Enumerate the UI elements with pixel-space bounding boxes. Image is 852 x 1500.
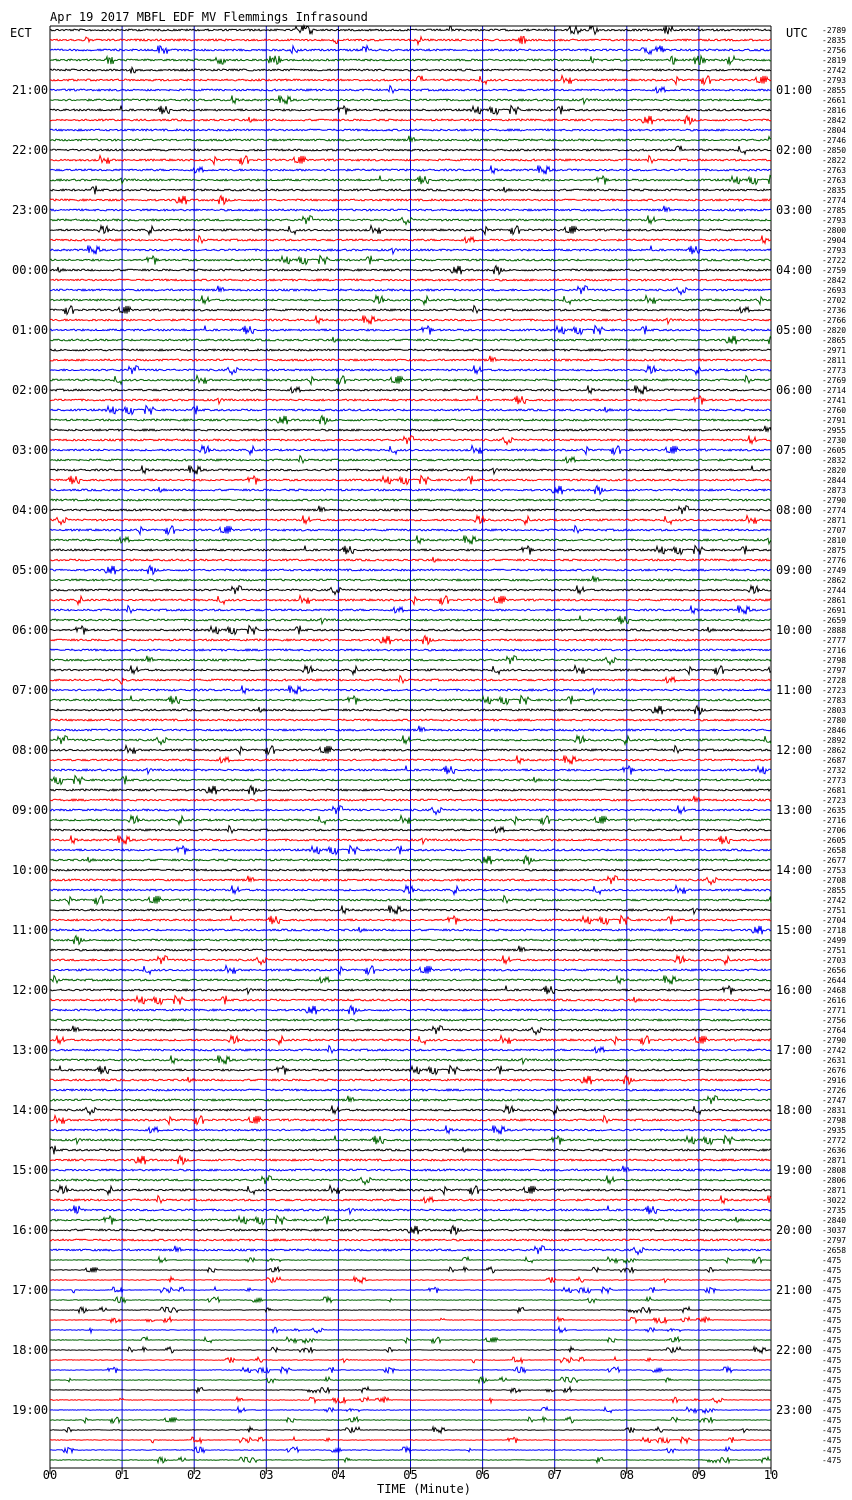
x-tick-label: 10 (763, 1468, 779, 1482)
x-tick-label: 03 (259, 1468, 274, 1482)
trace-count-label: -2892 (822, 736, 847, 745)
trace-count-label: -2730 (822, 436, 847, 445)
trace-count-label: -2773 (822, 776, 847, 785)
trace-count-label: -475 (822, 1336, 842, 1345)
left-hour-label: 06:00 (12, 623, 49, 637)
left-hour-label: 08:00 (12, 743, 49, 757)
trace-count-label: -2676 (822, 1066, 847, 1075)
trace-count-label: -2726 (822, 1086, 847, 1095)
x-tick-label: 07 (547, 1468, 562, 1482)
right-hour-label: 16:00 (776, 983, 813, 997)
trace-count-label: -2723 (822, 686, 847, 695)
trace-count-label: -2702 (822, 296, 847, 305)
trace-count-label: -2842 (822, 116, 847, 125)
x-tick-label: 09 (691, 1468, 707, 1482)
trace-count-label: -2840 (822, 1216, 847, 1225)
right-hour-label: 15:00 (776, 923, 813, 937)
trace-count-label: -475 (822, 1376, 842, 1385)
trace-count-label: -2749 (822, 566, 847, 575)
trace-count-label: -2742 (822, 1046, 847, 1055)
trace-count-label: -2797 (822, 1236, 847, 1245)
trace-count-label: -2764 (822, 1026, 847, 1035)
right-hour-label: 23:00 (776, 1403, 813, 1417)
plot-grid (50, 26, 771, 1468)
trace-count-label: -3037 (822, 1226, 847, 1235)
trace-count-label: -2759 (822, 266, 847, 275)
trace-count-label: -2693 (822, 286, 847, 295)
x-tick-label: 05 (403, 1468, 418, 1482)
left-hour-label: 03:00 (12, 443, 49, 457)
right-hour-label: 12:00 (776, 743, 813, 757)
right-hour-label: 08:00 (776, 503, 813, 517)
right-hour-label: 01:00 (776, 83, 813, 97)
x-tick-label: 04 (331, 1468, 346, 1482)
left-hour-label: 09:00 (12, 803, 49, 817)
trace-count-label: -2703 (822, 956, 847, 965)
trace-count-label: -2659 (822, 616, 847, 625)
trace-count-label: -2865 (822, 336, 847, 345)
trace-count-label: -475 (822, 1326, 842, 1335)
right-hour-label: 21:00 (776, 1283, 813, 1297)
right-hour-label: 06:00 (776, 383, 813, 397)
trace-count-label: -2844 (822, 476, 847, 485)
trace-count-label: -2677 (822, 856, 847, 865)
trace-count-label: -2846 (822, 726, 847, 735)
trace-count-label: -2746 (822, 136, 847, 145)
trace-count-label: -2766 (822, 316, 847, 325)
trace-count-label: -2704 (822, 916, 847, 925)
trace-count-label: -2800 (822, 226, 847, 235)
left-hour-label: 00:00 (12, 263, 49, 277)
trace-count-label: -2747 (822, 1096, 847, 1105)
trace-count-label: -475 (822, 1266, 842, 1275)
left-hour-label: 11:00 (12, 923, 49, 937)
trace-count-label: -2691 (822, 606, 847, 615)
left-hour-label: 07:00 (12, 683, 49, 697)
trace-count-label: -2820 (822, 326, 847, 335)
trace-count-label: -2785 (822, 206, 847, 215)
trace-count-label: -2916 (822, 1076, 847, 1085)
trace-count-label: -2605 (822, 446, 847, 455)
trace-count-label: -2790 (822, 1036, 847, 1045)
trace-count-label: -2871 (822, 1156, 847, 1165)
trace-count-label: -2681 (822, 786, 847, 795)
right-hour-label: 09:00 (776, 563, 813, 577)
trace-count-label: -475 (822, 1306, 842, 1315)
trace-count-label: -2855 (822, 886, 847, 895)
trace-count-label: -2751 (822, 946, 847, 955)
trace-count-label: -2716 (822, 816, 847, 825)
trace-count-label: -2806 (822, 1176, 847, 1185)
left-hour-label: 13:00 (12, 1043, 49, 1057)
right-hour-label: 10:00 (776, 623, 813, 637)
trace-count-label: -475 (822, 1406, 842, 1415)
left-hour-label: 16:00 (12, 1223, 49, 1237)
right-hour-label: 14:00 (776, 863, 813, 877)
right-timezone-label: UTC (786, 26, 808, 40)
trace-count-label: -2716 (822, 646, 847, 655)
trace-count-label: -2871 (822, 1186, 847, 1195)
right-hour-label: 05:00 (776, 323, 813, 337)
trace-count-label: -2735 (822, 1206, 847, 1215)
trace-count-label: -2888 (822, 626, 847, 635)
trace-count-label: -2955 (822, 426, 847, 435)
trace-count-label: -2904 (822, 236, 847, 245)
trace-count-label: -2658 (822, 1246, 847, 1255)
trace-count-label: -475 (822, 1296, 842, 1305)
right-hour-label: 13:00 (776, 803, 813, 817)
trace-count-label: -2708 (822, 876, 847, 885)
trace-count-label: -2822 (822, 156, 847, 165)
left-hour-label: 10:00 (12, 863, 49, 877)
trace-count-label: -2687 (822, 756, 847, 765)
trace-count-label: -2971 (822, 346, 847, 355)
trace-count-label: -2658 (822, 846, 847, 855)
right-hour-label: 03:00 (776, 203, 813, 217)
left-hour-label: 04:00 (12, 503, 49, 517)
right-hour-label: 02:00 (776, 143, 813, 157)
trace-count-label: -475 (822, 1426, 842, 1435)
trace-count-label: -2850 (822, 146, 847, 155)
left-hour-label: 22:00 (12, 143, 49, 157)
trace-count-label: -2635 (822, 806, 847, 815)
trace-count-label: -475 (822, 1366, 842, 1375)
trace-count-label: -2935 (822, 1126, 847, 1135)
trace-count-label: -2789 (822, 26, 847, 35)
trace-count-label: -2776 (822, 556, 847, 565)
right-hour-label: 07:00 (776, 443, 813, 457)
trace-count-label: -2772 (822, 1136, 847, 1145)
trace-count-label: -2773 (822, 366, 847, 375)
left-hour-label: 01:00 (12, 323, 49, 337)
trace-count-label: -2742 (822, 896, 847, 905)
trace-count-label: -2862 (822, 746, 847, 755)
trace-count-label: -2820 (822, 466, 847, 475)
trace-count-label: -475 (822, 1436, 842, 1445)
trace-count-label: -2803 (822, 706, 847, 715)
trace-count-label: -2873 (822, 486, 847, 495)
chart-title: Apr 19 2017 MBFL EDF MV Flemmings Infrasound (50, 10, 368, 24)
trace-count-label: -3022 (822, 1196, 847, 1205)
axis-labels (12, 26, 846, 1482)
trace-count-label: -2790 (822, 496, 847, 505)
trace-count-label: -2742 (822, 66, 847, 75)
trace-count-label: -2791 (822, 416, 847, 425)
trace-count-label: -2644 (822, 976, 847, 985)
trace-count-label: -2728 (822, 676, 847, 685)
right-hour-label: 19:00 (776, 1163, 813, 1177)
left-hour-label: 23:00 (12, 203, 49, 217)
trace-count-label: -2753 (822, 866, 847, 875)
trace-count-label: -2468 (822, 986, 847, 995)
left-hour-label: 17:00 (12, 1283, 49, 1297)
trace-count-label: -2798 (822, 656, 847, 665)
trace-count-label: -2871 (822, 516, 847, 525)
trace-count-label: -2835 (822, 36, 847, 45)
left-hour-label: 21:00 (12, 83, 49, 97)
left-hour-label: 19:00 (12, 1403, 49, 1417)
trace-count-label: -475 (822, 1346, 842, 1355)
right-hour-label: 11:00 (776, 683, 813, 697)
trace-count-label: -2499 (822, 936, 847, 945)
trace-count-label: -2804 (822, 126, 847, 135)
trace-count-label: -2769 (822, 376, 847, 385)
right-hour-label: 17:00 (776, 1043, 813, 1057)
trace-count-label: -2605 (822, 836, 847, 845)
trace-count-label: -2811 (822, 356, 847, 365)
trace-count-label: -475 (822, 1356, 842, 1365)
trace-count-label: -2722 (822, 256, 847, 265)
left-timezone-label: ECT (10, 26, 32, 40)
x-tick-label: 06 (475, 1468, 490, 1482)
trace-count-label: -2832 (822, 456, 847, 465)
left-hour-label: 12:00 (12, 983, 49, 997)
trace-count-label: -2760 (822, 406, 847, 415)
trace-count-label: -2875 (822, 546, 847, 555)
left-hour-label: 14:00 (12, 1103, 49, 1117)
trace-count-label: -475 (822, 1396, 842, 1405)
x-tick-label: 01 (114, 1468, 130, 1482)
x-tick-label: 02 (186, 1468, 202, 1482)
right-hour-label: 04:00 (776, 263, 813, 277)
trace-count-label: -2808 (822, 1166, 847, 1175)
trace-count-label: -2831 (822, 1106, 847, 1115)
trace-count-label: -2756 (822, 1016, 847, 1025)
right-hour-label: 18:00 (776, 1103, 813, 1117)
trace-count-label: -2861 (822, 596, 847, 605)
x-tick-label: 00 (42, 1468, 58, 1482)
trace-count-label: -2706 (822, 826, 847, 835)
trace-count-label: -2751 (822, 906, 847, 915)
trace-count-label: -475 (822, 1416, 842, 1425)
trace-count-label: -2774 (822, 196, 847, 205)
trace-count-label: -2771 (822, 1006, 847, 1015)
trace-count-label: -2732 (822, 766, 847, 775)
trace-count-label: -475 (822, 1316, 842, 1325)
right-hour-label: 22:00 (776, 1343, 813, 1357)
x-axis-label: TIME (Minute) (377, 1482, 471, 1496)
trace-count-label: -475 (822, 1286, 842, 1295)
trace-count-label: -2774 (822, 506, 847, 515)
trace-count-label: -2810 (822, 536, 847, 545)
trace-count-label: -2793 (822, 76, 847, 85)
trace-count-label: -2636 (822, 1146, 847, 1155)
trace-count-label: -2783 (822, 696, 847, 705)
trace-count-label: -2656 (822, 966, 847, 975)
trace-count-label: -2707 (822, 526, 847, 535)
trace-count-label: -2862 (822, 576, 847, 585)
trace-count-label: -2714 (822, 386, 847, 395)
trace-count-label: -2793 (822, 216, 847, 225)
trace-count-label: -2797 (822, 666, 847, 675)
trace-count-label: -2780 (822, 716, 847, 725)
trace-count-label: -2744 (822, 586, 847, 595)
trace-count-label: -2842 (822, 276, 847, 285)
trace-count-label: -475 (822, 1446, 842, 1455)
trace-count-label: -2816 (822, 106, 847, 115)
trace-count-label: -2631 (822, 1056, 847, 1065)
trace-count-label: -2616 (822, 996, 847, 1005)
trace-count-label: -2835 (822, 186, 847, 195)
trace-count-label: -475 (822, 1456, 842, 1465)
right-hour-label: 20:00 (776, 1223, 813, 1237)
trace-count-label: -475 (822, 1276, 842, 1285)
trace-count-label: -475 (822, 1256, 842, 1265)
trace-count-label: -2741 (822, 396, 847, 405)
x-tick-label: 08 (619, 1468, 635, 1482)
left-hour-label: 18:00 (12, 1343, 49, 1357)
trace-count-label: -2661 (822, 96, 847, 105)
trace-count-label: -2819 (822, 56, 847, 65)
left-hour-label: 05:00 (12, 563, 49, 577)
trace-count-label: -2763 (822, 176, 847, 185)
trace-count-label: -2855 (822, 86, 847, 95)
trace-count-label: -2756 (822, 46, 847, 55)
trace-count-label: -2798 (822, 1116, 847, 1125)
trace-count-label: -2763 (822, 166, 847, 175)
trace-count-label: -2736 (822, 306, 847, 315)
left-hour-label: 02:00 (12, 383, 49, 397)
trace-count-label: -2718 (822, 926, 847, 935)
trace-count-label: -2723 (822, 796, 847, 805)
trace-count-label: -2777 (822, 636, 847, 645)
trace-count-label: -2793 (822, 246, 847, 255)
left-hour-label: 15:00 (12, 1163, 49, 1177)
trace-count-label: -475 (822, 1386, 842, 1395)
